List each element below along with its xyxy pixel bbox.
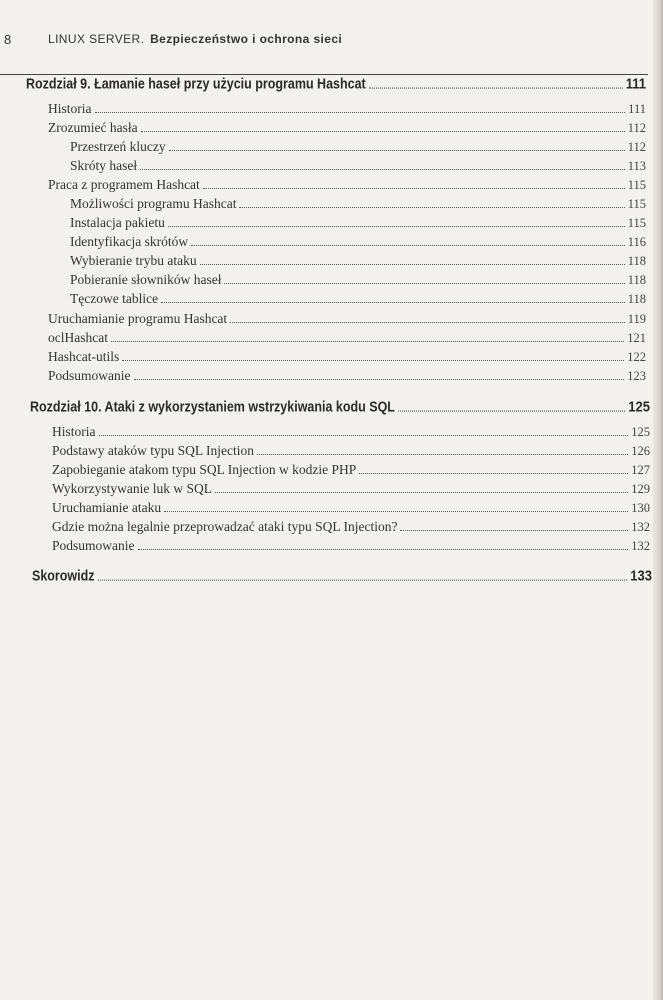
chapter-heading [30,398,650,415]
dot-leader [98,580,628,581]
index-heading [32,567,652,584]
toc-entry-page: 129 [631,482,650,496]
book-title [48,32,342,46]
toc-entry [52,462,650,478]
dot-leader [168,226,625,227]
toc-entry-page: 115 [627,216,646,230]
toc-entry-page: 118 [627,292,646,306]
dot-leader [138,549,629,550]
running-header [0,30,650,48]
toc-entry-label: Hashcat-utils [48,349,120,364]
dot-leader [203,188,625,189]
dot-leader [95,112,626,113]
dot-leader [359,473,628,474]
dot-leader [161,302,625,303]
toc-entry-page: 125 [631,425,650,439]
dot-leader [99,435,629,436]
toc-entry-label: Zrozumieć hasła [48,120,138,135]
chapter-title: Rozdział 9. Łamanie haseł przy użyciu programu Hashcat [26,76,366,93]
toc-entry-page: 123 [627,369,646,383]
toc-entry-page: 115 [627,178,646,192]
toc-entry-label: Wykorzystywanie luk w SQL [52,481,213,496]
toc-entry-label: Identyfikacja skrótów [70,234,189,249]
toc-entry [52,519,650,535]
dot-leader [164,511,628,512]
dot-leader [215,492,628,493]
toc-entry [70,215,646,231]
toc-entry-label: Podsumowanie [48,368,131,383]
toc-entry [48,177,646,193]
toc-entry [52,481,650,497]
dot-leader [398,411,625,412]
toc-entry-label: Praca z programem Hashcat [48,177,200,192]
toc-entry-label: Skróty haseł [70,158,138,173]
dot-leader [239,207,624,208]
toc-entry [70,196,646,212]
toc-entry-label: Pobieranie słowników haseł [70,272,222,287]
dot-leader [134,379,625,380]
toc-entry-page: 112 [627,121,646,135]
toc-entry-page: 132 [631,520,650,534]
toc-entry [70,139,646,155]
dot-leader [122,360,624,361]
toc-entry [48,120,646,136]
chapter-page: 111 [625,74,646,93]
dot-leader [369,88,623,89]
dot-leader [224,283,624,284]
toc-entry-page: 116 [627,235,646,249]
toc-entry-label: oclHashcat [48,330,108,345]
toc-entry [48,311,646,327]
toc-entry-label: Historia [48,101,92,116]
toc-entry [52,538,650,554]
toc-entry-page: 118 [627,273,646,287]
toc-entry-page: 130 [631,501,650,515]
toc-entry-page: 118 [627,254,646,268]
toc-entry-page: 126 [631,444,650,458]
dot-leader [200,264,625,265]
toc-entry-label: Przestrzeń kluczy [70,139,166,154]
dot-leader [141,131,625,132]
toc-entry-page: 121 [627,331,646,345]
toc-entry-page: 122 [627,350,646,364]
toc-entry-label: Tęczowe tablice [70,291,159,306]
toc-entry-label: Gdzie można legalnie przeprowadzać ataki typu SQL Injection? [52,519,398,534]
toc-entry [48,330,646,346]
dot-leader [111,341,624,342]
toc-entry-label: Możliwości programu Hashcat [70,196,237,211]
toc-entry-label: Instalacja pakietu [70,215,165,230]
toc-entry-label: Historia [52,424,96,439]
book-subtitle: Bezpieczeństwo i ochrona sieci [150,32,343,46]
toc-entry-label: Wybieranie trybu ataku [70,253,197,268]
chapter-title: Rozdział 10. Ataki z wykorzystaniem wstrzykiwania kodu SQL [30,399,395,416]
toc-entry [48,368,646,384]
toc-entry [52,443,650,459]
toc-entry-page: 112 [627,140,646,154]
toc-entry-label: Uruchamianie programu Hashcat [48,311,228,326]
chapter-page: 125 [628,397,650,416]
dot-leader [169,150,625,151]
toc-entry-page: 113 [627,159,646,173]
toc-entry-label: Zapobieganie atakom typu SQL Injection w kodzie PHP [52,462,357,477]
dot-leader [191,245,625,246]
book-series: LINUX SERVER. [48,32,145,46]
toc-entry [48,101,646,117]
toc-entry-label: Uruchamianie ataku [52,500,162,515]
toc-entry-page: 111 [628,102,646,116]
dot-leader [140,169,625,170]
page-number: 8 [4,32,12,47]
page-edge-shadow [653,0,663,1000]
chapter-heading [26,75,646,92]
index-title: Skorowidz [32,568,95,585]
toc-entry-page: 115 [627,197,646,211]
dot-leader [257,454,628,455]
toc-entry [52,424,650,440]
toc-entry [70,234,646,250]
dot-leader [400,530,628,531]
dot-leader [230,322,625,323]
toc-entry [70,253,646,269]
toc-entry-page: 119 [627,312,646,326]
toc-entry-page: 127 [631,463,650,477]
toc-entry-label: Podstawy ataków typu SQL Injection [52,443,254,458]
toc-entry [52,500,650,516]
toc-entry [70,158,646,174]
toc-entry [48,349,646,365]
toc-entry-page: 132 [631,539,650,553]
index-page: 133 [630,566,652,585]
toc-entry [70,291,646,307]
toc-entry-label: Podsumowanie [52,538,135,553]
toc-entry [70,272,646,288]
